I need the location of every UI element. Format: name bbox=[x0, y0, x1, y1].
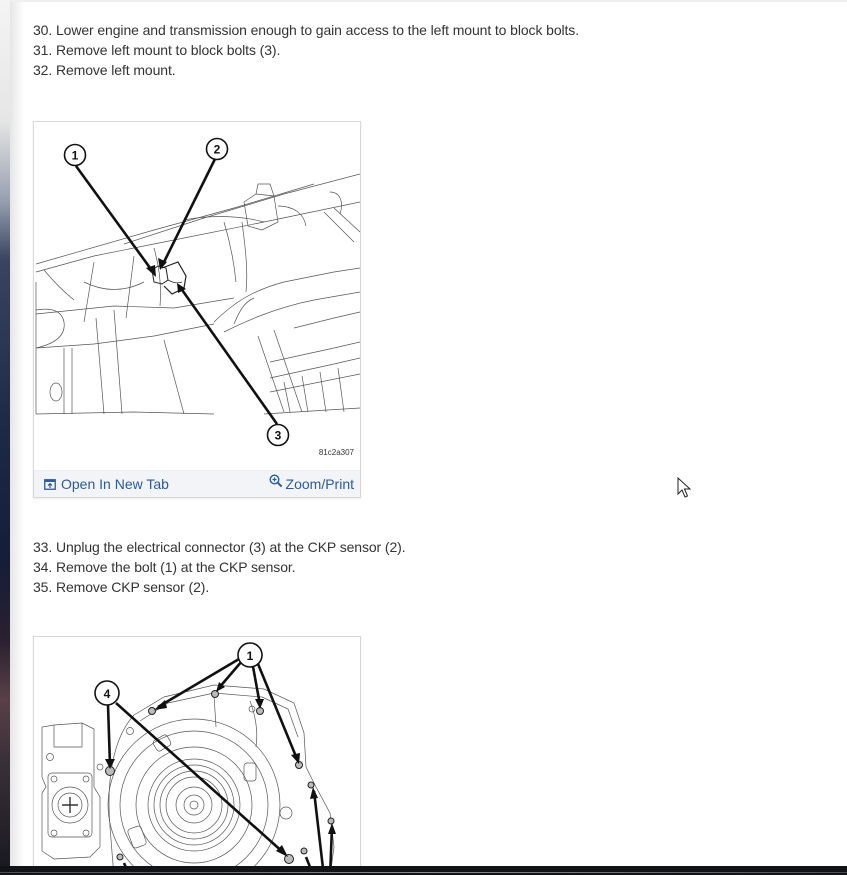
step-32: 32. Remove left mount. bbox=[33, 62, 176, 78]
zoom-print-label: Zoom/Print bbox=[285, 476, 354, 492]
taskbar bbox=[0, 866, 847, 875]
zoom-in-icon bbox=[269, 474, 283, 488]
top-divider bbox=[10, 0, 847, 2]
mouse-cursor-icon bbox=[677, 477, 691, 499]
desktop-background-edge bbox=[0, 0, 10, 866]
left-mount-diagram[interactable] bbox=[34, 122, 360, 470]
open-in-new-tab-link[interactable] bbox=[44, 476, 169, 492]
ckp-sensor-diagram[interactable] bbox=[34, 637, 360, 875]
callout-2: 2 bbox=[213, 142, 221, 157]
open-in-new-tab-icon bbox=[44, 479, 56, 490]
figure-footer bbox=[34, 470, 360, 497]
open-in-new-tab-label: Open In New Tab bbox=[61, 476, 169, 492]
callout-1: 1 bbox=[246, 649, 254, 663]
step-list-1 bbox=[33, 20, 813, 80]
figure-id: 81c2a307 bbox=[318, 448, 354, 457]
step-35: 35. Remove CKP sensor (2). bbox=[33, 579, 210, 595]
figure-left-mount bbox=[33, 121, 361, 498]
steps-section-1 bbox=[33, 20, 813, 80]
steps-section-2 bbox=[33, 537, 813, 597]
step-list-2 bbox=[33, 537, 813, 597]
zoom-print-link[interactable] bbox=[269, 476, 354, 492]
callout-3: 3 bbox=[274, 428, 282, 443]
figure-ckp-sensor bbox=[33, 636, 361, 875]
step-33: 33. Unplug the electrical connector (3) at the CKP sensor (2). bbox=[33, 539, 406, 555]
callout-4: 4 bbox=[103, 687, 111, 701]
callout-1: 1 bbox=[71, 148, 79, 163]
step-34: 34. Remove the bolt (1) at the CKP sensor. bbox=[33, 559, 296, 575]
step-30: 30. Lower engine and transmission enough to gain access to the left mount to block bolts. bbox=[33, 22, 579, 38]
step-31: 31. Remove left mount to block bolts (3). bbox=[33, 42, 281, 58]
